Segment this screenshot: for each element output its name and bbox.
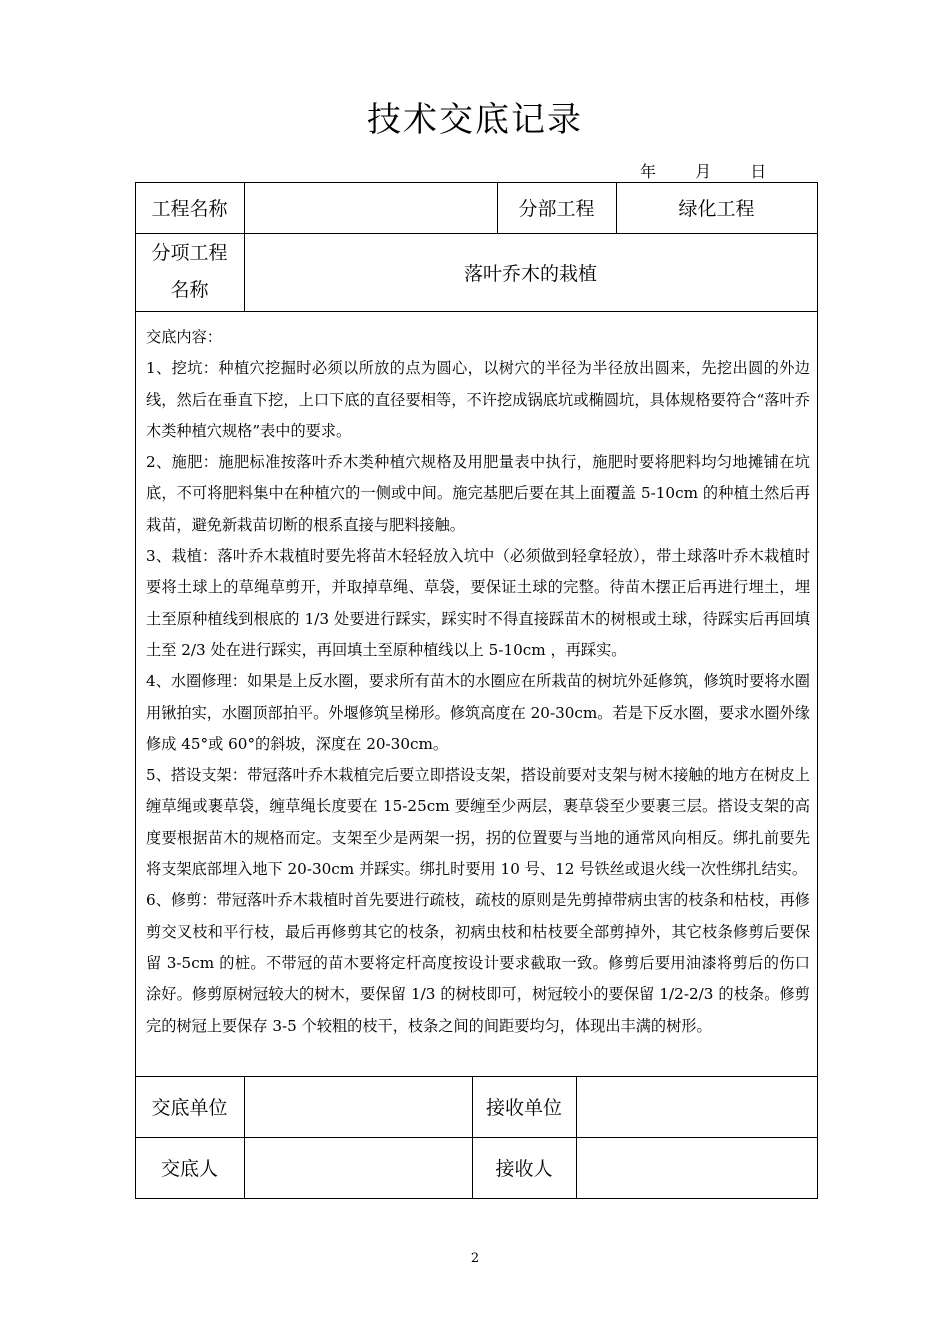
table-border-right	[817, 182, 818, 1199]
row-divider	[135, 311, 818, 312]
item-name-value: 落叶乔木的栽植	[463, 262, 597, 285]
handover-person-label: 交底人	[160, 1158, 218, 1180]
content-paragraph-fertilize: 2、施肥：施肥标准按落叶乔木类种植穴规格及用肥量表中执行，施肥时要将肥料均匀地摊铺在坑底，不可将肥料集中在种植穴的一侧或中间。施完基肥后要在其上面覆盖 5-10cm 的种植土然后再栽苗，避免新栽苗切断的根系直接与肥料接触。	[146, 453, 810, 534]
date-line	[640, 159, 766, 182]
sub-project-label: 分部工程	[518, 198, 595, 220]
content-heading: 交底内容：	[146, 328, 222, 346]
table-border-left	[135, 182, 136, 1199]
content-paragraph-water-ring: 4、水圈修理：如果是上反水圈，要求所有苗木的水圈应在所栽苗的树坑外延修筑，修筑时要将水圈用锹拍实，水圈顶部拍平。外堰修筑呈梯形。修筑高度在 20-30cm。若是下反水圈，要求水圈外缘修成 45°或 60°的斜坡，深度在 20-30cm。	[146, 672, 810, 753]
handover-unit-value	[244, 1076, 472, 1137]
item-name-label-line1: 分项工程	[151, 242, 228, 264]
receiving-unit-value	[576, 1076, 817, 1137]
handover-content	[146, 322, 810, 1042]
document-title: 技术交底记录	[367, 100, 583, 140]
receiver-value	[576, 1137, 817, 1198]
page-number: 2	[470, 1251, 480, 1266]
receiving-unit-label: 接收单位	[485, 1097, 562, 1119]
date-year-label: 年	[640, 162, 657, 181]
item-name-label-line2: 名称	[170, 279, 209, 301]
receiver-label: 接收人	[495, 1158, 553, 1180]
table-border-bottom	[135, 1198, 818, 1199]
content-paragraph-dig: 1、挖坑：种植穴挖掘时必须以所放的点为圆心，以树穴的半径为半径放出圆来，先挖出圆的外边线，然后在垂直下挖，上口下底的直径要相等，不许挖成锅底坑或椭圆坑，具体规格要符合“落叶乔木类种植穴规格”表中的要求。	[146, 359, 810, 440]
handover-person-value	[244, 1137, 472, 1198]
content-paragraph-prune: 6、修剪：带冠落叶乔木栽植时首先要进行疏枝，疏枝的原则是先剪掉带病虫害的枝条和枯枝，再修剪交叉枝和平行枝，最后再修剪其它的枝条，初病虫枝和枯枝要全部剪掉外，其它枝条修剪后要保留 3-5cm 的桩。不带冠的苗木要将定杆高度按设计要求截取一致。修剪后要用油漆将剪后的伤口涂好。修剪原树冠较大的树木，要保留 1/3 的树枝即可，树冠较小的要保留 1/2-2/3 的枝条。修剪完的树冠上要保存 3-5 个较粗的枝干，枝条之间的间距要均匀，体现出丰满的树形。	[146, 891, 810, 1035]
content-paragraph-support: 5、搭设支架：带冠落叶乔木栽植完后要立即搭设支架，搭设前要对支架与树木接触的地方在树皮上缠草绳或裹草袋，缠草绳长度要在 15-25cm 要缠至少两层，裹草袋至少要裹三层。搭设支架的高度要根据苗木的规格而定。支架至少是两架一拐，拐的位置要与当地的通常风向相反。绑扎前要先将支架底部埋入地下 20-30cm 并踩实。绑扎时要用 10 号、12 号铁丝或退火线一次性绑扎结实。	[146, 766, 810, 879]
project-name-label: 工程名称	[151, 198, 228, 220]
item-name-label	[135, 233, 244, 311]
sub-project-value: 绿化工程	[678, 198, 755, 220]
date-month-label: 月	[695, 162, 712, 181]
project-name-value	[244, 182, 497, 233]
content-paragraph-plant: 3、栽植：落叶乔木栽植时要先将苗木轻轻放入坑中（必须做到轻拿轻放），带土球落叶乔木栽植时要将土球上的草绳草剪开，并取掉草绳、草袋，要保证土球的完整。待苗木摆正后再进行埋土，埋土至原种植线到根底的 1/3 处要进行踩实，踩实时不得直接踩苗木的树根或土球，待踩实后再回填土至 2/3 处在进行踩实，再回填土至原种植线以上 5-10cm ，再踩实。	[146, 547, 810, 659]
handover-unit-label: 交底单位	[151, 1097, 228, 1119]
date-day-label: 日	[750, 162, 767, 181]
